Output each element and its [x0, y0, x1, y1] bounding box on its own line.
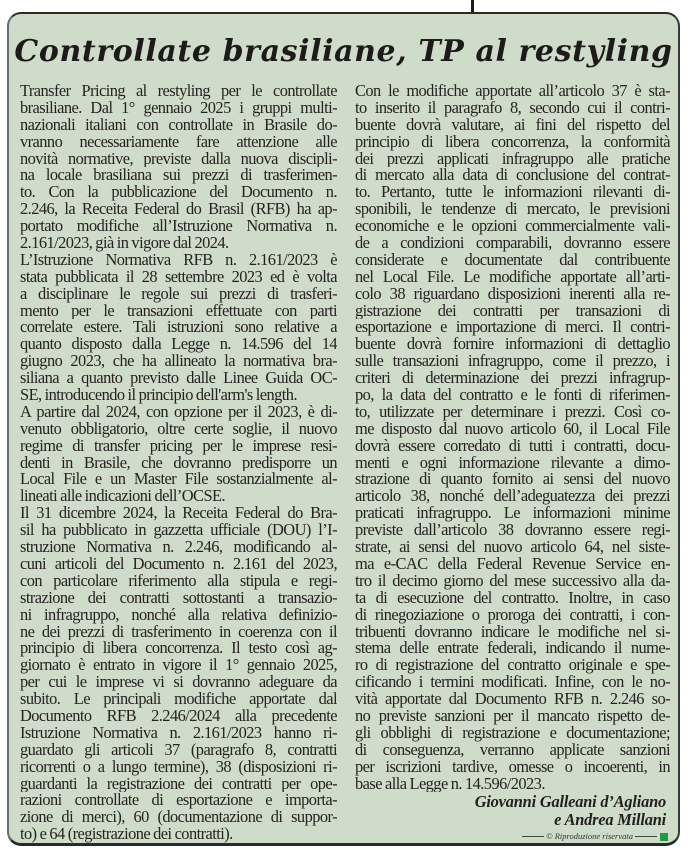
article-text-line: [355, 725, 670, 742]
article-text-line: [355, 151, 670, 168]
copyright-rule-right: [635, 836, 657, 837]
article-text-run: correlate estere. Tali istruzioni sono relative a: [20, 319, 337, 337]
article-text-run: guardanti la registrazione dei contratti per ope-: [20, 775, 337, 793]
article-text-line: [20, 674, 337, 691]
article-text-run: previste dall’articolo 38 dovranno essere regi-: [355, 522, 670, 540]
article-text-line: [355, 100, 670, 117]
article-text-line: [20, 218, 337, 235]
article-text-run: dovrà essere corredato di tutti i contratti, docu-: [355, 437, 670, 455]
article-box: [7, 12, 680, 846]
article-text-line: [355, 286, 670, 303]
author-line-2: e Andrea Millani: [554, 810, 666, 830]
article-text-line: [20, 725, 337, 742]
article-text-line: [355, 370, 670, 387]
article-text-line: [355, 742, 670, 759]
article-text-run: strazione di quanto fornito ai sensi del nuovo: [355, 471, 670, 489]
article-text-line: [355, 759, 670, 776]
article-text-run: no previste sanzioni per il mancato rispetto de-: [355, 707, 670, 725]
article-text-line: [20, 776, 337, 793]
article-text-line: [20, 590, 337, 607]
article-text-run: quanto disposto dalla Legge n. 14.596 del 14: [20, 336, 337, 354]
article-text-run: struzione Normativa n. 2.246, modificando al-: [20, 539, 337, 556]
article-text-line: [20, 151, 337, 168]
end-square-icon: [660, 833, 668, 841]
article-text-line: [20, 100, 337, 117]
article-text-run: gli obblighi di registrazione e documentazione;: [355, 724, 670, 742]
article-text-run: na locale brasiliana sui prezzi di trasferimen-: [20, 167, 337, 185]
article-text-run: buente dovrà valutare, ai fini del rispetto del: [355, 116, 670, 134]
article-text-line: [20, 522, 337, 539]
article-text-run: stema delle entrate federali, indicando il nume-: [355, 640, 670, 658]
article-text-line: [355, 691, 670, 708]
article-text-run: ma e-CAC della Federal Revenue Service en-: [355, 555, 670, 573]
article-text-run: me disposto dal nuovo articolo 60, il Local File: [355, 420, 670, 438]
article-text-run: lineati alle indicazioni dell’OCSE.: [20, 488, 226, 506]
article-text-run: colo 38 riguardano disposizioni inerenti alla re-: [355, 285, 670, 303]
article-text-run: to) e 64 (registrazione dei contratti).: [20, 826, 233, 844]
article-text-line: [20, 286, 337, 303]
article-text-line: [20, 117, 337, 134]
article-text-run: de a condizioni comparabili, dovranno essere: [355, 235, 670, 252]
article-text-run: guardato gli articoli 37 (paragrafo 8, contratti: [20, 741, 337, 759]
article-text-line: [355, 776, 670, 793]
article-text-line: [20, 607, 337, 624]
copyright-notice: [355, 831, 670, 842]
article-text-run: principio di libera concorrenza. Il testo così ag-: [20, 640, 337, 658]
article-text-run: Local File e un Master File sostanzialmente al-: [20, 471, 337, 489]
article-text-run: sponibili, le tendenze di mercato, le previsioni: [355, 201, 670, 219]
article-text-run: Con le modifiche apportate all’articolo 37 è sta-: [355, 83, 670, 100]
article-text-line: [355, 421, 670, 438]
article-text-run: articolo 38, nonché dell’adeguatezza dei prezzi: [355, 488, 670, 506]
article-text-run: sil ha pubblicato in gazzetta ufficiale (DOU) l’I-: [20, 522, 337, 540]
article-text-line: [355, 167, 670, 184]
article-text-run: praticati infragruppo. Le informazioni minime: [355, 505, 670, 523]
article-text-line: [20, 370, 337, 387]
article-text-line: [20, 184, 337, 201]
article-column-right-lines: [355, 83, 670, 792]
article-text-run: to. Con la pubblicazione del Documento n.: [20, 184, 337, 202]
article-text-line: [20, 826, 337, 843]
article-text-run: giornato è entrato in vigore il 1° gennaio 2025,: [20, 657, 337, 675]
article-text-line: [355, 252, 670, 269]
article-text-line: [20, 556, 337, 573]
article-text-run: SE, introducendo il principio dell'arm's length.: [20, 387, 297, 404]
article-text-run: principio di libera concorrenza, la conformità: [355, 133, 670, 151]
article-text-line: [20, 488, 337, 505]
article-text-line: [20, 759, 337, 776]
article-text-line: [20, 792, 337, 809]
article-text-line: [20, 438, 337, 455]
article-text-line: [20, 319, 337, 336]
article-text-line: [20, 691, 337, 708]
article-text-run: economiche e le opzioni commercialmente vali-: [355, 218, 670, 236]
article-text-run: siliana a quanto previsto dalle Linee Guida OC-: [20, 370, 337, 388]
article-text-run: per iscrizioni tardive, omesse o incoerenti, in: [355, 758, 670, 776]
article-text-line: [355, 319, 670, 336]
article-text-run: Il 31 dicembre 2024, la Receita Federal do Bra-: [20, 505, 337, 523]
article-text-run: ta di esecuzione del contratto. Inoltre, in caso: [355, 589, 670, 607]
article-text-line: [355, 117, 670, 134]
article-text-run: ne dei prezzi di trasferimento in coerenza con il: [20, 623, 337, 641]
article-text-line: [20, 134, 337, 151]
article-text-run: brasiliane. Dal 1° gennaio 2025 i gruppi multi-: [20, 99, 337, 117]
article-text-run: a disciplinare le regole sui prezzi di trasferi-: [20, 285, 337, 303]
article-text-line: [20, 303, 337, 320]
article-text-run: to, utilizzate per determinare i prezzi. Così co-: [355, 403, 670, 421]
article-text-run: novità normative, previste dalla nuova discipli-: [20, 150, 337, 168]
article-text-run: di conseguenza, verranno applicate sanzioni: [355, 741, 670, 759]
article-text-run: portato modifiche all’Istruzione Normativa n.: [20, 218, 337, 236]
article-text-line: [20, 573, 337, 590]
article-text-line: [355, 404, 670, 421]
article-text-run: mento per le transazioni effettuate con parti: [20, 302, 337, 320]
article-text-run: gistrazione dei contratti per transazioni di: [355, 302, 670, 320]
article-text-run: ro di registrazione del contratto originale e spe-: [355, 657, 670, 675]
article-text-run: 2.246, la Receita Federal do Brasil (RFB) ha ap-: [20, 201, 337, 219]
article-text-line: [355, 336, 670, 353]
article-column-left-lines: [20, 83, 337, 843]
article-text-run: to inserito il paragrafo 8, secondo cui il contri-: [355, 99, 670, 117]
article-text-line: [355, 184, 670, 201]
article-text-line: [355, 353, 670, 370]
article-text-run: venuto obbligatorio, oltre certe soglie, il nuovo: [20, 420, 337, 438]
article-text-run: vità apportate dal Documento RFB n. 2.246 so-: [355, 691, 670, 708]
article-text-line: [355, 455, 670, 472]
article-text-run: stata pubblicata il 28 settembre 2023 ed è volta: [20, 268, 337, 286]
article-text-line: [355, 522, 670, 539]
article-text-run: strazione dei contratti sottostanti a transazio-: [20, 589, 337, 607]
article-text-run: dei prezzi applicati infragruppo alle pratiche: [355, 150, 670, 168]
article-text-run: ricorrenti o a lungo termine), 38 (disposizioni ri-: [20, 758, 337, 776]
article-text-line: [20, 455, 337, 472]
article-text-run: A partire dal 2024, con opzione per il 2023, è di-: [20, 403, 337, 421]
article-text-line: [355, 387, 670, 404]
article-text-line: [20, 83, 337, 100]
article-text-run: ni infragruppo, nonché alla relativa definizio-: [20, 606, 337, 624]
article-text-run: Documento RFB 2.246/2024 alla precedente: [20, 707, 337, 725]
article-column-left: [20, 83, 337, 843]
article-text-run: base alla Legge n. 14.596/2023.: [355, 775, 545, 793]
article-text-line: [355, 624, 670, 641]
article-text-line: [355, 218, 670, 235]
article-text-run: nel Local File. Le modifiche apportate all’arti-: [355, 268, 670, 286]
article-text-line: [355, 269, 670, 286]
article-text-line: [20, 657, 337, 674]
article-text-run: Transfer Pricing al restyling per le controllate: [20, 83, 337, 100]
article-text-run: giugno 2023, che ha allineato la normativa bra-: [20, 353, 337, 371]
article-text-line: [355, 303, 670, 320]
article-text-line: [20, 421, 337, 438]
article-text-line: [20, 742, 337, 759]
article-text-line: [20, 809, 337, 826]
article-text-run: razioni controllate di esportazione e importa-: [20, 792, 337, 810]
article-text-line: [20, 201, 337, 218]
article-text-run: 2.161/2023, già in vigore dal 2024.: [20, 235, 229, 252]
article-text-line: [20, 167, 337, 184]
article-text-line: [355, 640, 670, 657]
article-text-line: [355, 505, 670, 522]
article-text-line: [355, 134, 670, 151]
article-text-run: buente dovrà fornire informazioni di dettaglio: [355, 336, 670, 354]
article-text-run: nazionali italiani con controllate in Brasile do-: [20, 116, 337, 134]
article-text-line: [355, 708, 670, 725]
article-text-run: Istruzione Normativa n. 2.161/2023 hanno ri-: [20, 724, 337, 742]
article-text-run: considerate e documentate dal contribuente: [355, 251, 670, 269]
article-text-line: [20, 708, 337, 725]
article-text-run: regime di transfer pricing per le imprese resi-: [20, 437, 337, 455]
article-text-line: [20, 505, 337, 522]
article-text-run: tro il decimo giorno del mese successivo alla da-: [355, 572, 670, 590]
article-text-run: strate, ai sensi del nuovo articolo 64, nel siste-: [355, 539, 670, 556]
article-text-line: [20, 269, 337, 286]
article-text-line: [20, 252, 337, 269]
article-text-run: cificando i termini modificati. Infine, con le no-: [355, 674, 670, 692]
article-text-run: con particolare riferimento alla stipula e regi-: [20, 572, 337, 590]
article-text-run: denti in Brasile, che dovranno predisporre un: [20, 454, 337, 472]
copyright-text: © Riproduzione riservata: [546, 831, 633, 842]
article-text-line: [20, 640, 337, 657]
article-text-line: [355, 83, 670, 100]
author-line-1: Giovanni Galleani d’Agliano: [474, 792, 666, 812]
article-title: Controllate brasiliane, TP al restyling: [14, 34, 673, 69]
article-text-line: [20, 336, 337, 353]
article-text-line: [355, 235, 670, 252]
article-text-line: [20, 471, 337, 488]
article-text-run: tribuenti dovranno indicare le modifiche nel si-: [355, 623, 670, 641]
article-text-line: [355, 590, 670, 607]
article-text-line: [355, 573, 670, 590]
article-text-line: [355, 674, 670, 691]
article-text-run: zione di merci), 60 (documentazione di suppor-: [20, 809, 337, 827]
author-byline: [355, 793, 670, 829]
article-text-line: [355, 556, 670, 573]
article-text-run: di mercato alla data di conclusione del contrat-: [355, 167, 670, 185]
article-text-run: esportazione e importazione di merci. Il contri-: [355, 319, 670, 337]
article-text-line: [355, 438, 670, 455]
article-text-line: [20, 539, 337, 556]
article-text-run: per cui le imprese vi si dovranno adeguare da: [20, 674, 337, 692]
article-text-line: [355, 471, 670, 488]
article-text-run: sulle transazioni infragruppo, come il prezzo, i: [355, 353, 670, 371]
article-text-line: [355, 607, 670, 624]
article-text-line: [20, 624, 337, 641]
article-text-run: cuni articoli del Documento n. 2.161 del 2023,: [20, 555, 337, 573]
article-text-run: di rinegoziazione o proroga dei contratti, i con-: [355, 606, 670, 624]
article-text-line: [20, 404, 337, 421]
article-text-line: [20, 353, 337, 370]
article-text-run: L’Istruzione Normativa RFB n. 2.161/2023 è: [20, 251, 337, 269]
article-text-run: menti e ogni informazione rilevante a dimo-: [355, 454, 670, 472]
article-text-run: po, la data del contratto e le fonti di riferimen-: [355, 387, 670, 404]
article-text-line: [20, 387, 337, 404]
article-text-run: to. Pertanto, tutte le informazioni rilevanti di-: [355, 184, 670, 202]
article-text-line: [355, 539, 670, 556]
article-text-run: criteri di determinazione dei prezzi infragrup-: [355, 370, 670, 388]
copyright-rule-left: [522, 836, 544, 837]
article-column-right: [355, 83, 670, 842]
article-text-line: [355, 201, 670, 218]
article-text-run: subito. Le principali modifiche apportate dal: [20, 691, 337, 708]
article-text-line: [355, 488, 670, 505]
article-text-line: [355, 657, 670, 674]
article-text-line: [20, 235, 337, 252]
article-text-run: vranno necessariamente fare attenzione alle: [20, 133, 337, 151]
